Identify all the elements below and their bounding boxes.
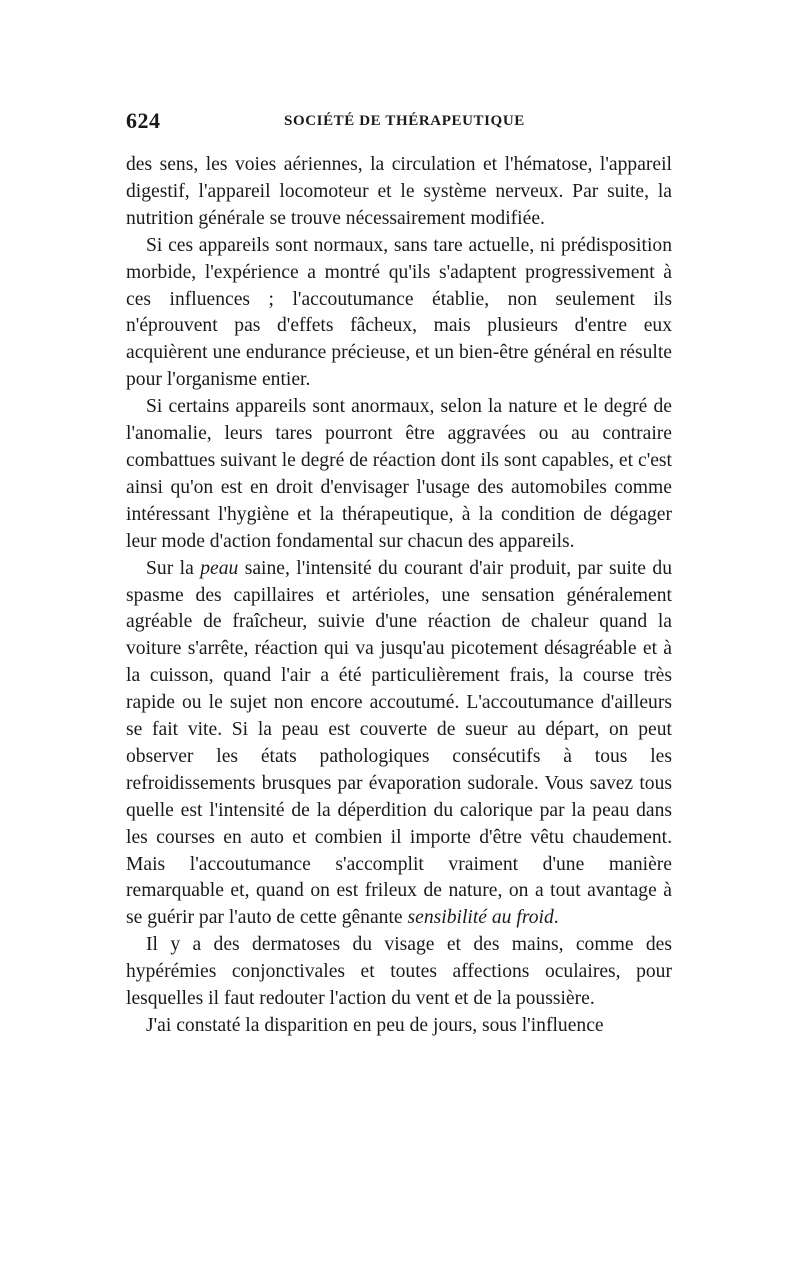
paragraph-6: J'ai constaté la disparition en peu de jours, sous l'influence <box>146 1015 604 1036</box>
book-page <box>126 108 672 1040</box>
emphasis-peau: peau <box>200 557 239 579</box>
paragraph-4 <box>126 556 672 933</box>
paragraph-2: Si ces appareils sont normaux, sans tare actuelle, ni prédisposition morbide, l'expérience a montré qu'ils s'adaptent progressivement à ces influences ; l'accoutumance établie, non seulement ils n'éprouvent pas d'effets fâcheux, mais plusieurs d'entre eux acquièrent une endurance précieuse, et un bien-être général en résulte pour l'organisme entier. <box>126 234 672 391</box>
running-title: SOCIÉTÉ DE THÉRAPEUTIQUE <box>284 113 525 129</box>
running-head <box>126 108 672 142</box>
paragraph-4-part-3: . <box>553 907 559 929</box>
body-text <box>126 152 672 1040</box>
paragraph-4-part-1: Sur la <box>146 557 201 579</box>
paragraph-4-part-2: saine, l'intensité du courant d'air produit, par suite du spasme des capillaires et artérioles, une sensation généralement agréable de fraîcheur, suivie d'une réaction de chaleur quand la voiture s'arrête, réaction qui va jusqu'au picotement désagréable et à la cuisson, quand l'air a été particulièrement frais, la course très rapide ou le sujet non encore accoutumé. L'accoutumance d'ailleurs se fait vite. Si la peau est couverte de sueur au départ, on peut observer les états pathologiques consécutifs à tous les refroidissements brusques par évaporation sudorale. Vous savez tous quelle est l'intensité de la déperdition du calorique par la peau dans les courses en auto et combien il importe d'être vêtu chaudement. Mais l'accoutumance s'accomplit vraiment d'une manière remarquable et, quand on est frileux de nature, on a tout avantage à se guérir par l'auto de cette gênante <box>126 557 673 929</box>
paragraph-3: Si certains appareils sont anormaux, selon la nature et le degré de l'anomalie, leurs tares pourront être aggravées ou au contraire combattues suivant le degré de réaction dont ils sont capables, et c'est ainsi qu'on est en droit d'envisager l'usage des automobiles comme intéressant l'hygiène et la thérapeutique, à la condition de dégager leur mode d'action fondamental sur chacun des appareils. <box>126 396 672 552</box>
page-number: 624 <box>126 108 161 133</box>
emphasis-sensibilite: sensibilité au froid <box>407 907 554 929</box>
paragraph-1: des sens, les voies aériennes, la circulation et l'hématose, l'appareil digestif, l'appareil locomoteur et le système nerveux. Par suite, la nutrition générale se trouve nécessairement modifiée. <box>126 154 672 229</box>
paragraph-5: Il y a des dermatoses du visage et des mains, comme des hypérémies conjonctivales et toutes affections oculaires, pour lesquelles il faut redouter l'action du vent et de la poussière. <box>126 934 672 1010</box>
